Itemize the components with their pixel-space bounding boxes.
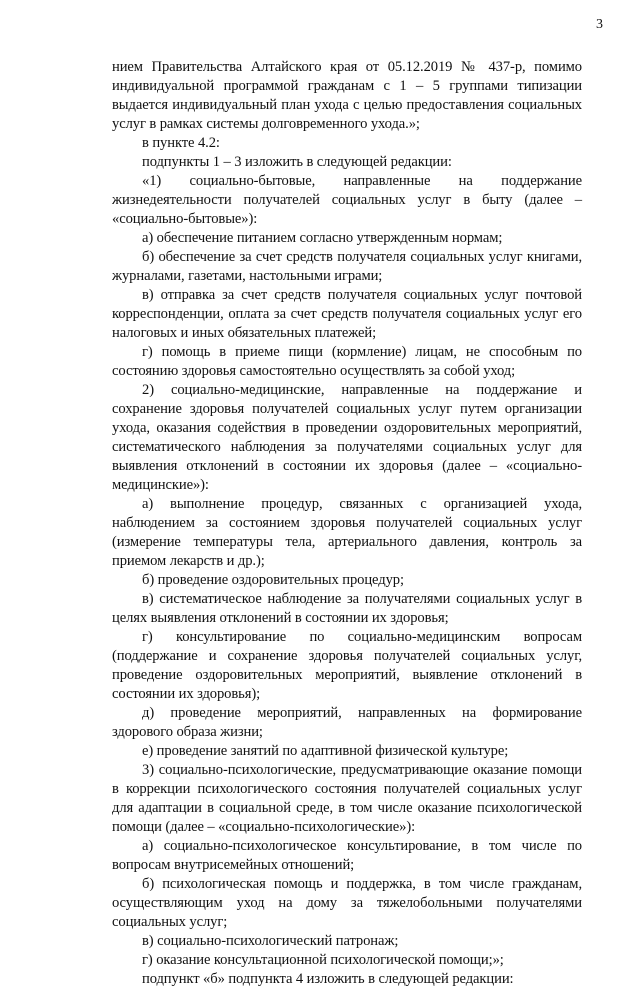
paragraph: а) обеспечение питанием согласно утвержденным нормам; xyxy=(142,230,503,246)
paragraph: «1) социально-бытовые, направленные на поддержание жизнедеятельности получателей социальных услуг в быту (далее – «социально-бытовые»): xyxy=(112,173,582,227)
paragraph: 2) социально-медицинские, направленные на поддержание и сохранение здоровья получателей социальных услуг путем организации ухода, оказания содействия в проведении оздоровительных мероприятий, систематического наблюдения за получателями социальных услуг для выявления отклонений в состоянии их здоровья (далее – «социально-медицинские»): xyxy=(112,382,582,493)
paragraph: г) помощь в приеме пищи (кормление) лицам, не способным по состоянию здоровья самостоятельно осуществлять за собой уход; xyxy=(112,344,582,379)
paragraph: г) консультирование по социально-медицинским вопросам (поддержание и сохранение здоровья получателей социальных услуг, проведение оздоровительных мероприятий, выявление отклонений в состоянии их здоровья); xyxy=(112,629,582,702)
paragraph: д) проведение мероприятий, направленных на формирование здорового образа жизни; xyxy=(112,705,582,740)
paragraph: нием Правительства Алтайского края от 05.12.2019 № 437-р, помимо индивидуальной программой гражданам с 1 – 5 группами типизации выдается индивидуальный план ухода с целью предоставления социальных услуг в рамках системы долговременного ухода.»; xyxy=(112,59,582,132)
paragraph: б) обеспечение за счет средств получателя социальных услуг книгами, журналами, газетами, настольными играми; xyxy=(112,249,582,284)
paragraph: в) отправка за счет средств получателя социальных услуг почтовой корреспонденции, оплата за счет средств получателя социальных услуг его налоговых и иных обязательных платежей; xyxy=(112,287,582,341)
paragraph: а) выполнение процедур, связанных с организацией ухода, наблюдением за состоянием здоровья получателей социальных услуг (измерение температуры тела, артериального давления, контроль за приемом лекарств и др.); xyxy=(112,496,582,569)
document-body xyxy=(112,58,582,989)
paragraph: в) систематическое наблюдение за получателями социальных услуг в целях выявления отклонений в состоянии их здоровья; xyxy=(112,591,582,626)
paragraph: е) проведение занятий по адаптивной физической культуре; xyxy=(142,743,509,759)
paragraph: 3) социально-психологические, предусматривающие оказание помощи в коррекции психологического состояния получателей социальных услуг для адаптации в социальной среде, в том числе оказание психологической помощи (далее – «социально-психологические»): xyxy=(112,762,582,835)
paragraph: в пункте 4.2: xyxy=(142,135,220,151)
paragraph: а) социально-психологическое консультирование, в том числе по вопросам внутрисемейных отношений; xyxy=(112,838,582,873)
paragraph: подпункты 1 – 3 изложить в следующей редакции: xyxy=(142,154,452,170)
paragraph: б) психологическая помощь и поддержка, в том числе гражданам, осуществляющим уход на дому за тяжелобольными получателями социальных услуг; xyxy=(112,876,582,930)
paragraph: подпункт «б» подпункта 4 изложить в следующей редакции: xyxy=(142,971,514,987)
paragraph: б) проведение оздоровительных процедур; xyxy=(142,572,404,588)
paragraph: г) оказание консультационной психологической помощи;»; xyxy=(142,952,504,968)
page-number: 3 xyxy=(596,17,603,32)
paragraph: в) социально-психологический патронаж; xyxy=(142,933,399,949)
